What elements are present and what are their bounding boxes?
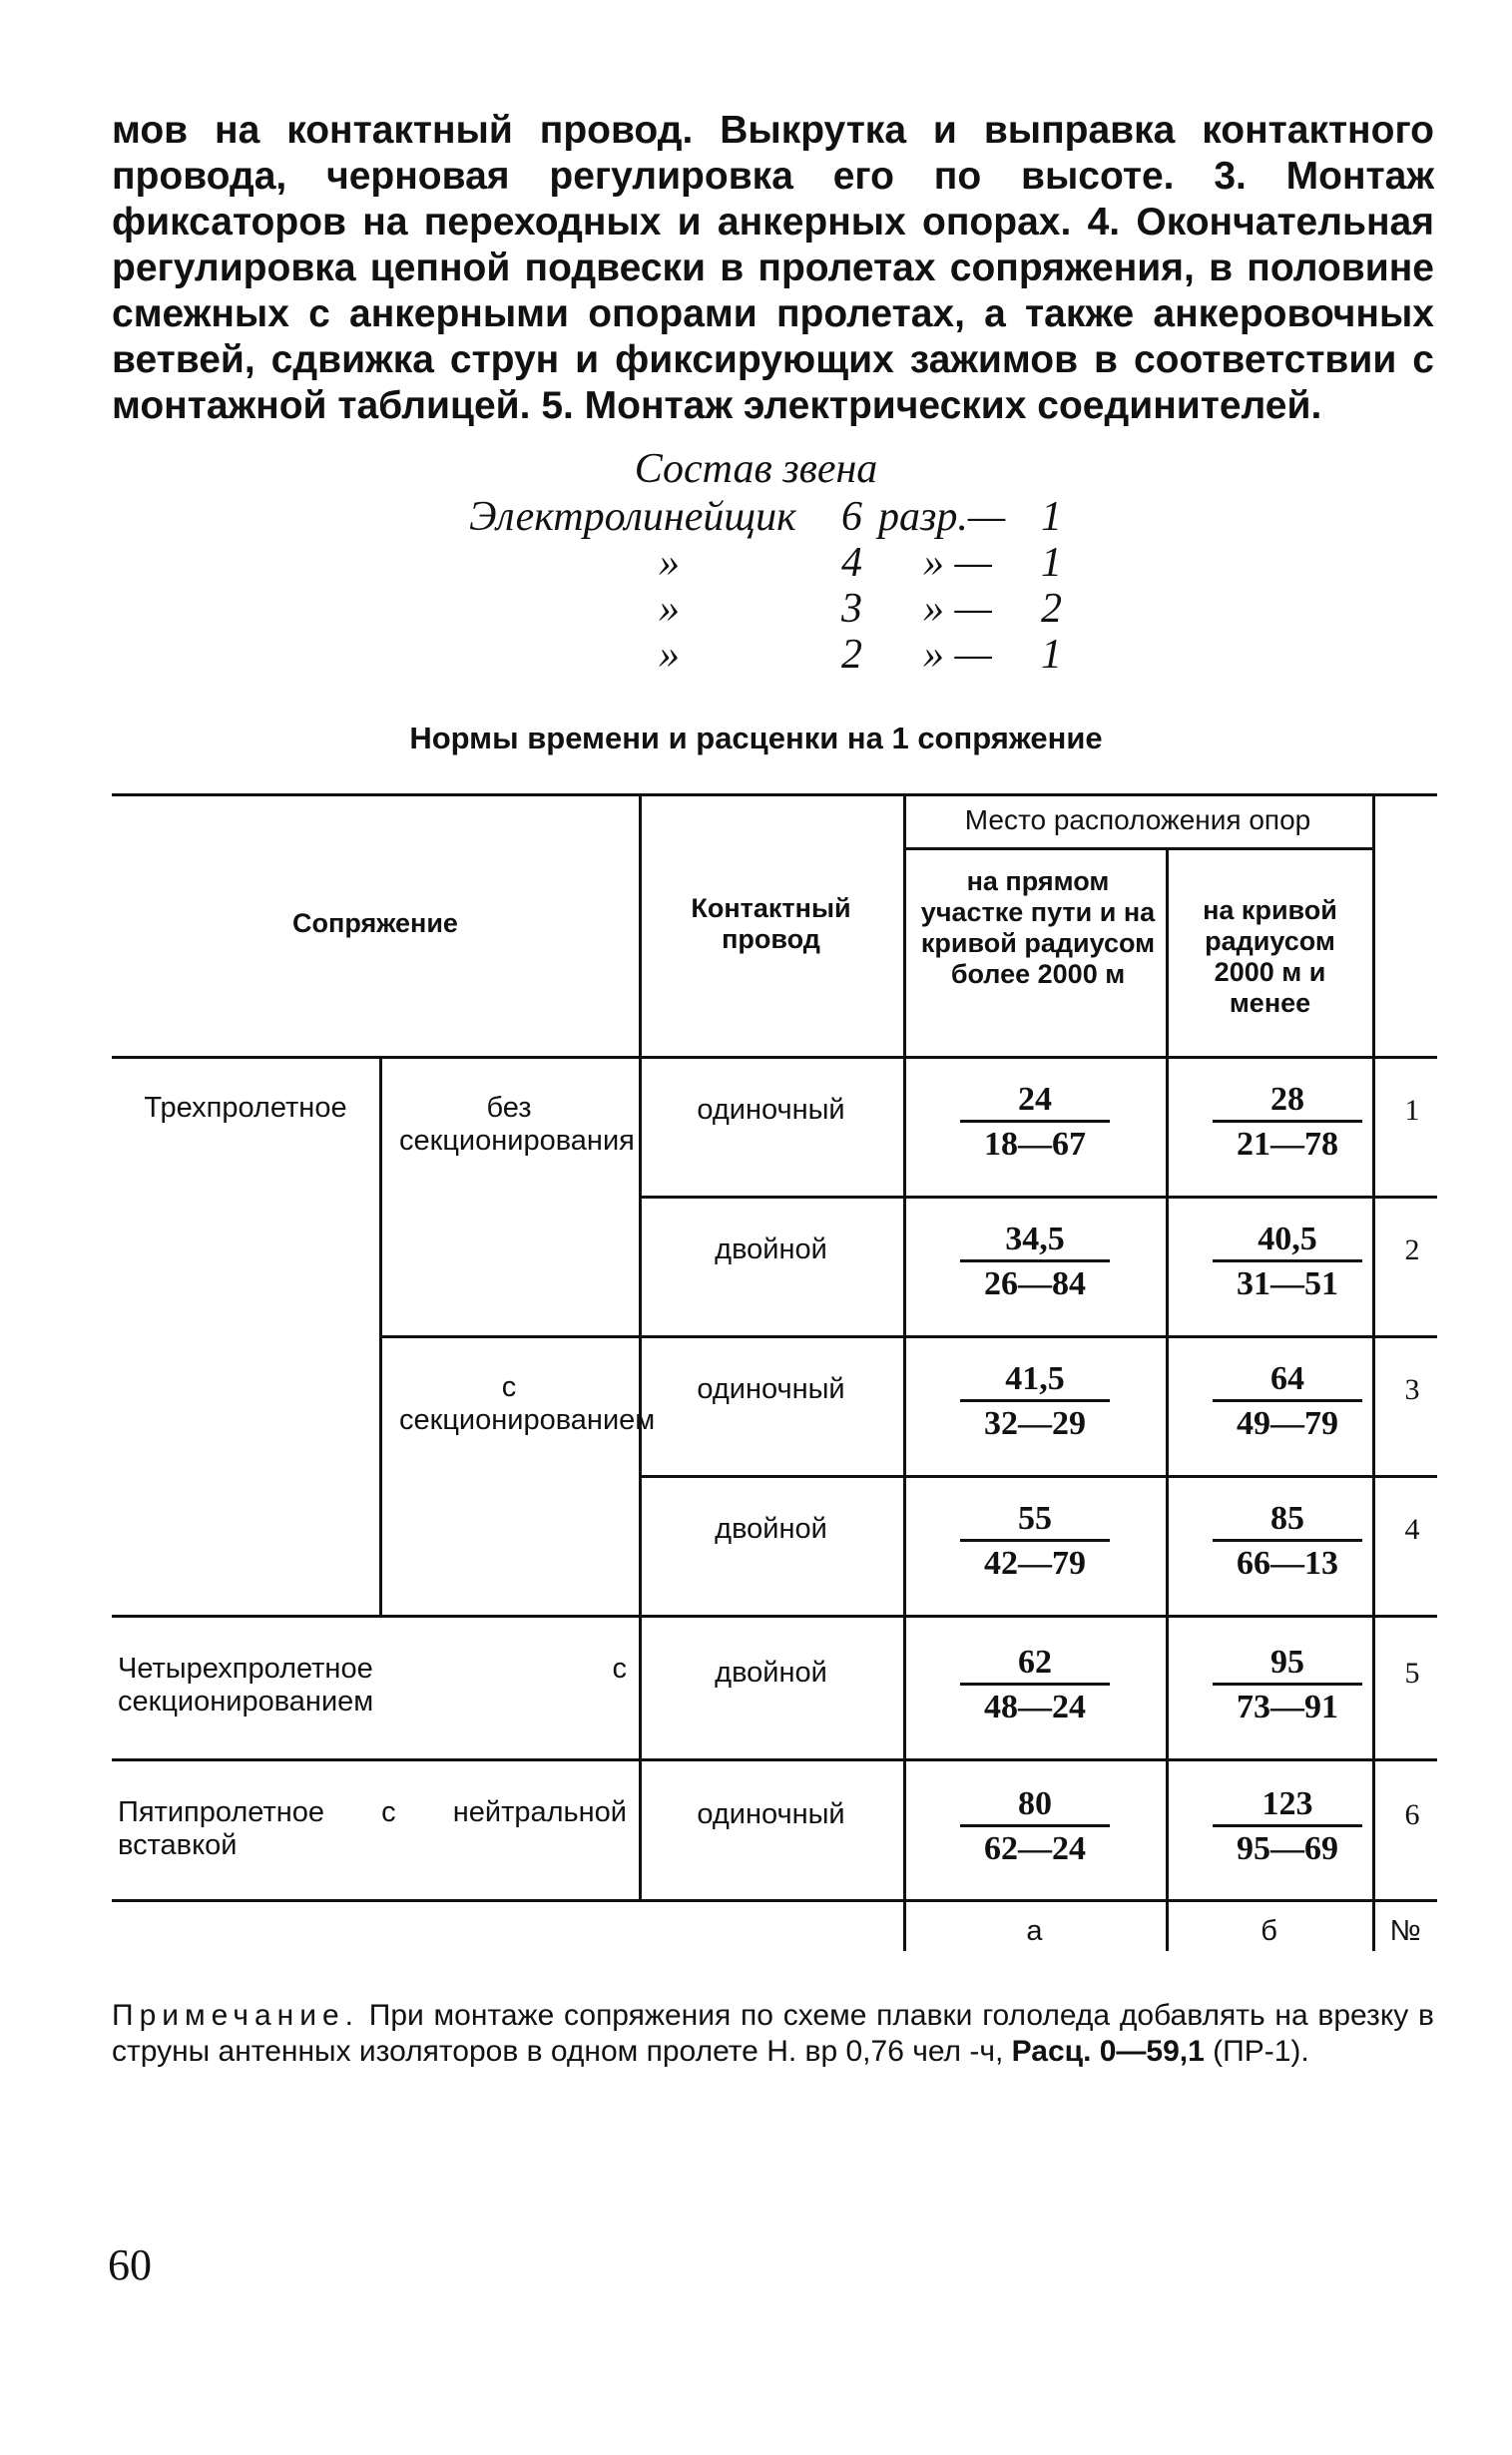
norm-rate-a: $\frac{55}{42—79}$ <box>960 1499 1110 1584</box>
contact-wire-cell: одиночный <box>697 1094 845 1126</box>
group-no-sectioning: без секционирования <box>399 1092 635 1157</box>
row-number: 3 <box>1404 1373 1420 1406</box>
contact-wire-cell: двойной <box>715 1513 827 1545</box>
page-number: 60 <box>108 2240 152 2289</box>
contact-wire-cell: двойной <box>715 1657 827 1689</box>
column-divider <box>903 793 906 1951</box>
header-col-b: на кривой радиусом 2000 м и менее <box>1203 895 1337 1018</box>
norm-rate-b: $\frac{85}{66—13}$ <box>1213 1499 1362 1584</box>
crew-row <box>0 585 1512 633</box>
column-divider <box>1372 793 1375 1951</box>
header-conjugation: Сопряжение <box>292 908 458 938</box>
contact-wire-cell: одиночный <box>697 1373 845 1405</box>
group-three-span: Трехпролетное <box>144 1092 347 1124</box>
row-number: 1 <box>1404 1094 1420 1127</box>
norm-rate-b: $\frac{123}{95—69}$ <box>1213 1784 1362 1869</box>
row-divider <box>639 1475 1437 1478</box>
group-four-span: Четырехпролетное с секционированием <box>118 1653 627 1718</box>
norm-rate-b: $\frac{28}{21—78}$ <box>1213 1080 1362 1165</box>
crew-unit: разр.— <box>878 494 1006 540</box>
crew-name: Электролинейщик <box>469 494 796 540</box>
row-number: 2 <box>1404 1233 1420 1266</box>
crew-row <box>0 631 1512 679</box>
footer-col-a: а <box>1026 1915 1043 1947</box>
table-title: Нормы времени и расценки на 1 сопряжение <box>409 721 1103 755</box>
row-number: 4 <box>1404 1513 1420 1546</box>
crew-count: 1 <box>1041 632 1062 678</box>
group-five-span: Пятипролетное с нейтральной вставкой <box>118 1796 627 1861</box>
footer-col-no: № <box>1389 1915 1421 1947</box>
contact-wire-cell: двойной <box>715 1233 827 1265</box>
header-bottom-border <box>112 1056 1437 1059</box>
note-rate: Расц. 0—59,1 <box>1011 2035 1205 2068</box>
footer-col-b: б <box>1260 1915 1277 1947</box>
group-with-sectioning: с секционированием <box>399 1371 656 1436</box>
crew-grade: 4 <box>841 540 862 586</box>
intro-paragraph: мов на контактный провод. Выкрутка и выправка контактного провода, черновая регулировка его по высоте. 3. Монтаж фиксаторов на переходных и анкерных опорах. 4. Окончательная регулировка цепной подвески в пролетах сопряжения, в половине смежных с анкерными опорами пролетах, а также анкеровочных ветвей, сдвижка струн и фиксирующих зажимов в соответствии с монтажной таблицей. 5. Монтаж электрических соединителей. <box>112 109 1434 427</box>
crew-unit: » — <box>923 586 992 632</box>
crew-row <box>0 539 1512 587</box>
note-lead: Примечание. <box>112 1999 359 2032</box>
contact-wire-cell: одиночный <box>697 1798 845 1830</box>
column-divider <box>1166 847 1169 1951</box>
norm-rate-a: $\frac{34,5}{26—84}$ <box>960 1220 1110 1304</box>
table-note <box>112 1998 1434 2070</box>
crew-name: » <box>659 586 680 632</box>
header-col-a: на прямом участке пути и на кривой радиусом более 2000 м <box>920 866 1156 989</box>
header-contact-wire: Контактный провод <box>691 893 851 954</box>
location-header-divider <box>903 847 1372 850</box>
header-location: Место расположения опор <box>964 804 1311 835</box>
note-text: При монтаже сопряжения по схеме плавки гололеда добавлять на врезку в струны антенных изоляторов в одном пролете Н. вр 0,76 чел -ч, <box>112 1999 1434 2068</box>
crew-title: Состав звена <box>634 446 878 492</box>
note-tail: (ПР-1). <box>1204 2035 1309 2068</box>
crew-grade: 2 <box>841 632 862 678</box>
norm-rate-b: $\frac{64}{49—79}$ <box>1213 1359 1362 1444</box>
crew-count: 1 <box>1041 540 1062 586</box>
row-divider <box>379 1335 1437 1338</box>
crew-name: » <box>659 632 680 678</box>
group-divider <box>379 1056 382 1615</box>
norm-rate-a: $\frac{62}{48—24}$ <box>960 1643 1110 1727</box>
crew-count: 1 <box>1041 494 1062 540</box>
crew-name: » <box>659 540 680 586</box>
crew-grade: 6 <box>841 494 862 540</box>
norm-rate-a: $\frac{80}{62—24}$ <box>960 1784 1110 1869</box>
table-top-border <box>112 793 1437 796</box>
table-bottom-border <box>112 1899 1437 1902</box>
row-divider <box>639 1196 1437 1199</box>
norm-rate-a: $\frac{24}{18—67}$ <box>960 1080 1110 1165</box>
row-divider <box>112 1758 1437 1761</box>
crew-unit: » — <box>923 632 992 678</box>
norm-rate-b: $\frac{40,5}{31—51}$ <box>1213 1220 1362 1304</box>
crew-unit: » — <box>923 540 992 586</box>
crew-count: 2 <box>1041 586 1062 632</box>
row-number: 5 <box>1404 1657 1420 1690</box>
norm-rate-b: $\frac{95}{73—91}$ <box>1213 1643 1362 1727</box>
norm-rate-a: $\frac{41,5}{32—29}$ <box>960 1359 1110 1444</box>
row-divider <box>112 1615 1437 1618</box>
crew-row <box>0 493 1512 541</box>
column-divider <box>639 793 642 1899</box>
crew-grade: 3 <box>841 586 862 632</box>
row-number: 6 <box>1404 1798 1420 1831</box>
